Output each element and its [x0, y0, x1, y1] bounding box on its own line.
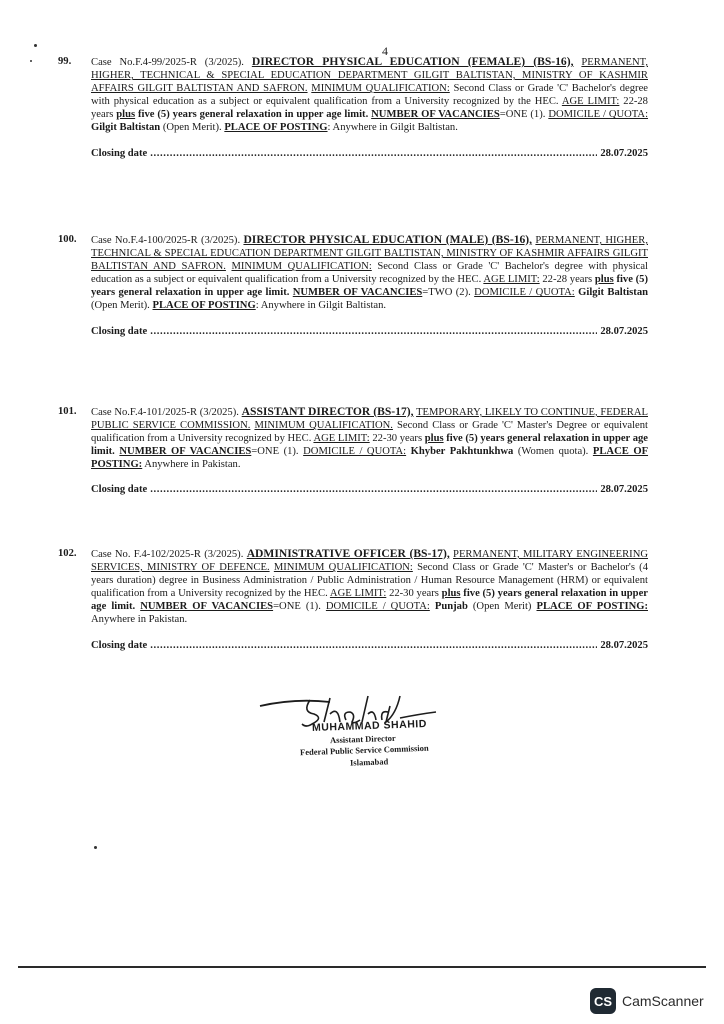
case-number: Case No.F.4-101/2025-R (3/2025).: [91, 407, 239, 418]
camscanner-watermark: [590, 988, 704, 1014]
department: TEMPORARY, LIKELY TO CONTINUE, FEDERAL PUBLIC SERVICE COMMISSION.: [91, 407, 648, 432]
vacancy-entry-99: [58, 55, 648, 160]
posting-label: PLACE OF POSTING: [152, 300, 256, 312]
scan-speck: [30, 60, 32, 62]
closing-date-row: [91, 483, 648, 496]
camscanner-logo-icon: CS: [590, 988, 616, 1014]
signatory-organization: Federal Public Service Commission: [299, 742, 429, 758]
domicile: Gilgit Baltistan: [578, 287, 649, 299]
min-qualification-label: MINIMUM QUALIFICATION:: [273, 562, 413, 574]
domicile: Khyber Pakhtunkhwa: [410, 446, 514, 458]
entry-body: [91, 55, 648, 135]
page-number: 4: [382, 44, 388, 58]
quota: (Open Merit): [472, 601, 532, 613]
age-limit-label: AGE LIMIT:: [313, 433, 370, 445]
age-limit: 22-28 years: [91, 96, 648, 121]
min-qualification: Second Class or Grade 'C' Bachelor's degree with physical education as a subject or equivalent qualification from a University recognized by the HEC.: [91, 261, 648, 286]
domicile-label: DOMICILE / QUOTA:: [325, 601, 430, 613]
age-limit-label: AGE LIMIT:: [329, 588, 387, 600]
min-qualification: Second Class or Grade 'C' Bachelor's degree with physical education as a subject or equivalent qualification from a University recognized by the HEC.: [91, 83, 648, 108]
posting: : Anywhere in Gilgit Baltistan.: [255, 300, 387, 312]
vacancies-label: NUMBER OF VACANCIES: [292, 287, 423, 299]
post-title: DIRECTOR PHYSICAL EDUCATION (FEMALE) (BS-16),: [251, 55, 574, 68]
age-relaxation: five (5) years general relaxation in upper age limit.: [91, 433, 648, 458]
vacancies: =ONE (1).: [251, 446, 299, 458]
posting-label: PLACE OF POSTING:: [536, 601, 648, 613]
department: PERMANENT, HIGHER, TECHNICAL & SPECIAL EDUCATION DEPARTMENT GILGIT BALTISTAN, MINISTRY OF KASHMIR AFFAIRS GILGIT BALTISTAN AND SAFRON.: [91, 235, 648, 273]
signatory-title: Assistant Director: [329, 732, 396, 746]
closing-date-row: [91, 325, 648, 338]
closing-date-label: Closing date: [91, 484, 148, 496]
quota: (Open Merit).: [91, 300, 150, 312]
scan-speck: [34, 44, 37, 47]
leader-dots: [150, 325, 597, 338]
min-qualification-label: MINIMUM QUALIFICATION.: [254, 420, 393, 432]
posting: Anywhere in Pakistan.: [91, 614, 188, 626]
vacancy-entry-102: [58, 547, 648, 652]
age-limit: 22-30 years: [389, 588, 439, 600]
plus-word: plus: [441, 588, 461, 600]
plus-word: plus: [424, 433, 444, 445]
vacancies: =ONE (1).: [499, 109, 546, 121]
department: PERMANENT, MILITARY ENGINEERING SERVICES, MINISTRY OF DEFENCE.: [91, 549, 649, 574]
min-qualification-label: MINIMUM QUALIFICATION:: [231, 261, 372, 273]
vacancies: =ONE (1).: [273, 601, 321, 613]
entry-body: [91, 405, 648, 471]
closing-date-row: [91, 147, 648, 160]
entry-number: 100.: [58, 234, 77, 245]
leader-dots: [150, 639, 597, 652]
age-relaxation: five (5) years general relaxation in upper age limit.: [91, 588, 648, 613]
domicile: Gilgit Baltistan: [91, 122, 161, 134]
bottom-divider: [18, 966, 706, 968]
closing-date-row: [91, 639, 648, 652]
vacancies-label: NUMBER OF VACANCIES: [140, 601, 274, 613]
scan-speck: [94, 846, 97, 849]
closing-date-label: Closing date: [91, 639, 148, 651]
min-qualification: Second Class or Grade 'C' Master's or Bachelor's (4 years duration) degree in Business Administration / Public Administration / Human Resource Management (HRM) or equivalent qualification from a University recognized by the HEC.: [91, 562, 648, 600]
posting-label: PLACE OF POSTING: [224, 122, 328, 134]
age-limit: 22-28 years: [542, 274, 593, 286]
posting-label: PLACE OF POSTING:: [91, 446, 649, 471]
entry-number: 101.: [58, 406, 77, 417]
domicile: Punjab: [434, 601, 468, 613]
domicile-label: DOMICILE / QUOTA:: [474, 287, 575, 299]
closing-date: 28.07.2025: [600, 325, 648, 337]
posting: Anywhere in Pakistan.: [144, 459, 241, 471]
min-qualification: Second Class or Grade 'C' Master's Degree or equivalent qualification from a University recognized by HEC.: [91, 420, 649, 445]
camscanner-label: CamScanner: [622, 993, 704, 1009]
age-limit-label: AGE LIMIT:: [561, 96, 620, 108]
vacancy-entry-100: [58, 233, 648, 338]
plus-word: plus: [116, 109, 136, 121]
post-title: DIRECTOR PHYSICAL EDUCATION (MALE) (BS-16),: [243, 233, 533, 246]
domicile-label: DOMICILE / QUOTA:: [303, 446, 407, 458]
closing-date: 28.07.2025: [600, 639, 648, 651]
signatory-name: MUHAMMAD SHAHID: [311, 717, 428, 735]
vacancies-label: NUMBER OF VACANCIES: [371, 109, 500, 121]
entry-number: 102.: [58, 548, 77, 559]
age-relaxation: five (5) years general relaxation in upper age limit.: [91, 274, 648, 299]
vacancy-entry-101: [58, 405, 648, 497]
quota: (Women quota).: [517, 446, 589, 458]
domicile-label: DOMICILE / QUOTA:: [548, 109, 649, 121]
posting: : Anywhere in Gilgit Baltistan.: [327, 122, 458, 134]
entry-body: [91, 233, 648, 313]
leader-dots: [150, 147, 597, 160]
closing-date-label: Closing date: [91, 147, 148, 159]
closing-date-label: Closing date: [91, 325, 148, 337]
case-number: Case No.F.4-99/2025-R (3/2025).: [91, 57, 244, 68]
vacancies-label: NUMBER OF VACANCIES: [119, 446, 252, 458]
min-qualification-label: MINIMUM QUALIFICATION:: [311, 83, 450, 95]
quota: (Open Merit).: [162, 122, 222, 134]
closing-date: 28.07.2025: [600, 484, 648, 496]
plus-word: plus: [594, 274, 614, 286]
vacancies: =TWO (2).: [422, 287, 471, 299]
post-title: ADMINISTRATIVE OFFICER (BS-17),: [246, 547, 450, 560]
age-limit: 22-30 years: [372, 433, 423, 445]
leader-dots: [150, 483, 597, 496]
entry-body: [91, 547, 648, 627]
case-number: Case No.F.4-100/2025-R (3/2025).: [91, 235, 241, 246]
case-number: Case No. F.4-102/2025-R (3/2025).: [91, 549, 244, 560]
post-title: ASSISTANT DIRECTOR (BS-17),: [241, 405, 414, 418]
age-relaxation: five (5) years general relaxation in upper age limit.: [138, 109, 369, 121]
closing-date: 28.07.2025: [600, 147, 648, 159]
department: PERMANENT, HIGHER, TECHNICAL & SPECIAL EDUCATION DEPARTMENT GILGIT BALTISTAN, MINISTRY OF KASHMIR AFFAIRS GILGIT BALTISTAN AND SAFRON.: [91, 57, 648, 95]
signatory-city: Islamabad: [349, 756, 389, 768]
entry-number: 99.: [58, 56, 72, 67]
age-limit-label: AGE LIMIT:: [483, 274, 540, 286]
